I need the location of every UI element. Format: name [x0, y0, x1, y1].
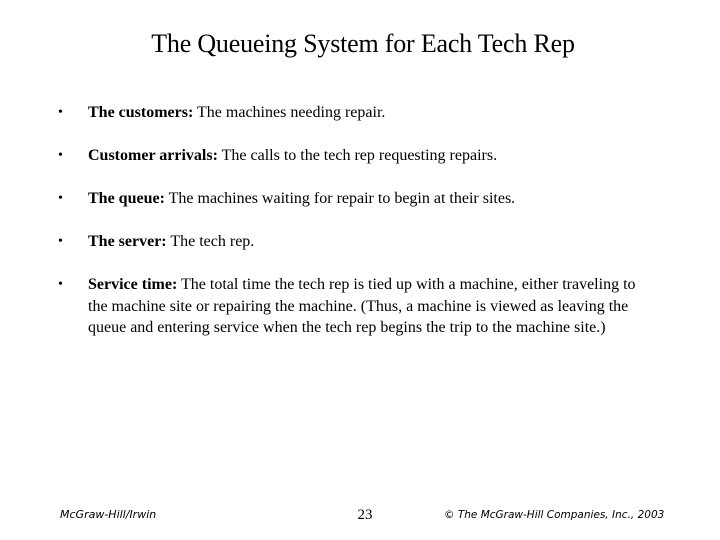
- footer-copyright: © The McGraw-Hill Companies, Inc., 2003: [444, 509, 665, 521]
- bullet-description: The machines waiting for repair to begin at their sites.: [164, 190, 516, 207]
- bullet-text: [88, 274, 654, 339]
- bullet-icon: •: [58, 105, 63, 120]
- footer-page-number: 23: [357, 507, 373, 523]
- bullet-description: The calls to the tech rep requesting repairs.: [217, 147, 498, 164]
- footer-publisher: McGraw-Hill/Irwin: [60, 508, 157, 521]
- bullet-term: Customer arrivals:: [88, 147, 218, 164]
- bullet-description: The tech rep.: [166, 233, 255, 250]
- bullet-term: Service time:: [88, 276, 178, 293]
- bullet-text: [88, 102, 654, 124]
- bullet-description: The machines needing repair.: [193, 104, 386, 121]
- bullet-term: The queue:: [88, 190, 165, 207]
- bullet-text: [88, 188, 654, 210]
- slide-title: The Queueing System for Each Tech Rep: [151, 29, 575, 58]
- bullet-icon: •: [58, 191, 63, 206]
- bullet-text: [88, 145, 654, 167]
- bullet-icon: •: [58, 234, 63, 249]
- bullet-icon: •: [58, 277, 63, 292]
- bullet-icon: •: [58, 148, 63, 163]
- bullet-term: The server:: [88, 233, 167, 250]
- bullet-description: The total time the tech rep is tied up with a machine, either traveling to the machine site or repairing the machine. (Thus, a machine is viewed as leaving the queue and entering service when the tech rep begins the trip to the machine site.): [88, 276, 636, 336]
- bullet-term: The customers:: [88, 104, 194, 121]
- bullet-text: [88, 231, 654, 253]
